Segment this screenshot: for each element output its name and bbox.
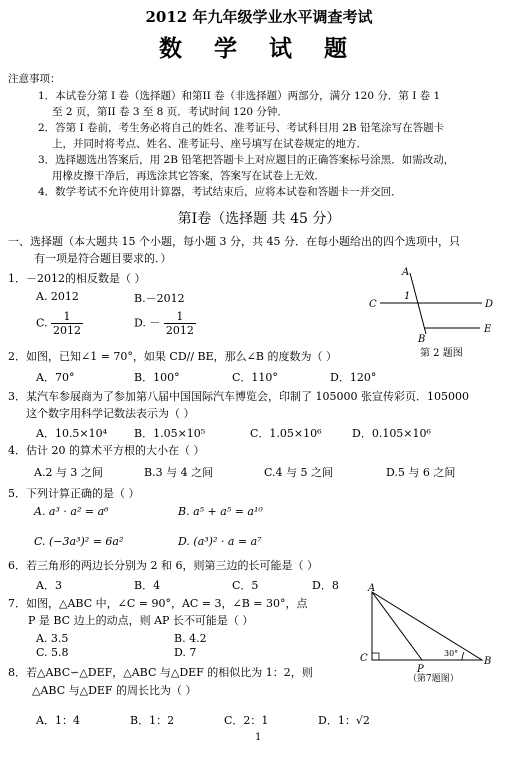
label-b: B [418,334,426,345]
q8-stem-cont: △ABC 与△DEF 的周长比为（ ） [32,684,197,697]
q1-option-c-label: C. [36,316,48,330]
q5-option-b: B. a⁵ + a⁵ = a¹⁰ [178,505,263,518]
q6-option-c: C．5 [232,579,259,592]
angle-b-arc [462,652,464,660]
subject-title: 数 学 试 题 [158,36,360,62]
q2-figure [360,262,510,362]
triangle-abc [372,592,482,660]
q5-option-c: C. (−3a³)² = 6a² [34,535,124,548]
q1-option-c [36,310,83,337]
section-instructions: 有一项是符合题目要求的．） [34,252,172,265]
q8-option-d: D．1：√2 [318,714,370,727]
q8-option-b: B．1：2 [130,714,175,727]
note-item: 2．答第 I 卷前，考生务必将自己的姓名、准考证号、考试科目用 2B 铅笔涂写在答题卡 [38,122,445,134]
q1-option-d-fraction [164,310,196,337]
label-b: B [484,656,492,667]
q6-stem: 6．若三角形的两边长分别为 2 和 6，则第三边的长可能是（ ） [8,559,318,572]
q7-stem-cont: P 是 BC 边上的动点，则 AP 长不可能是（ ） [28,614,254,627]
label-d: D [485,299,494,310]
q3-option-d: D．0.105×10⁶ [352,427,431,440]
q5-option-d: D. (a³)² · a = a⁷ [178,535,262,548]
note-item: 上，并同时将考点、姓名、准考证号、座号填写在试卷规定的地方． [52,138,367,150]
fraction-denominator: 2012 [165,324,194,337]
notes-heading: 注意事项： [8,73,61,85]
q3-option-b: B．1.05×10⁵ [134,427,206,440]
q7-figure [358,582,508,684]
label-1: 1 [404,291,411,302]
q5-stem: 5．下列计算正确的是（ ） [8,487,140,500]
q2-stem: 2．如图，已知∠1 = 70°，如果 CD// BE，那么∠B 的度数为（ ） [8,350,337,363]
q1-option-a: A. 2012 [36,290,79,303]
q7-figure-caption: （第7题图） [408,674,459,684]
q8-option-c: C．2：1 [224,714,269,727]
exam-title: 2012 年九年级学业水平调查考试 [145,8,373,26]
q4-option-c: C.4 与 5 之间 [264,466,334,479]
note-item: 至 2 页，第II 卷 3 至 8 页．考试时间 120 分钟． [52,106,288,118]
label-p: P [417,664,424,675]
right-angle-mark [372,653,379,660]
q7-option-a: A. 3.5 [36,632,69,645]
q3-stem: 3．某汽车参展商为了参加第八届中国国际汽车博览会，印制了 105000 张宣传彩页．105000 [8,390,469,403]
q1-stem: 1．－2012的相反数是（ ） [8,272,146,285]
note-item: 3．选择题选出答案后，用 2B 铅笔把答题卡上对应题目的正确答案标号涂黑．如需改动， [38,154,455,166]
q3-stem-cont: 这个数字用科学记数法表示为（ ） [26,407,195,420]
q7-option-b: B. 4.2 [174,632,207,645]
page-number: 1 [255,732,262,743]
q2-option-d: D．120° [330,371,377,384]
label-30-deg: 30° [444,649,459,658]
note-item: 用橡皮擦干净后，再选涂其它答案，答案写在试卷上无效． [52,170,325,182]
q1-option-b: B.－2012 [134,292,185,305]
fraction-numerator: 1 [51,310,83,324]
q4-option-b: B.3 与 4 之间 [144,466,214,479]
label-c: C [369,299,377,310]
q8-stem: 8．若△ABC∽△DEF，△ABC 与△DEF 的相似比为 1：2，则 [8,666,313,679]
q4-stem: 4．估计 20 的算术平方根的大小在（ ） [8,444,205,457]
fraction-numerator: 1 [164,310,196,324]
q5-option-a: A. a³ · a² = a⁶ [34,505,109,518]
q6-option-a: A．3 [36,579,62,592]
q2-option-a: A．70° [36,371,75,384]
q3-option-a: A．10.5×10⁴ [36,427,108,440]
q8-option-a: A．1：4 [36,714,80,727]
q4-option-a: A.2 与 3 之间 [34,466,103,479]
segment-ap [372,592,422,660]
q6-option-b: B．4 [134,579,161,592]
q1-option-d [134,310,196,337]
q2-figure-caption: 第 2 题图 [420,348,463,359]
q7-stem: 7．如图，△ABC 中，∠C = 90°，AC = 3，∠B = 30°，点 [8,597,308,610]
note-item: 1．本试卷分第 I 卷（选择题）和第II 卷（非选择题）两部分，满分 120 分．第 I 卷 1 [38,90,441,102]
fraction-denominator: 2012 [53,324,82,337]
label-e: E [484,324,492,335]
section-instructions: 一、选择题（本大题共 15 个小题，每小题 3 分，共 45 分．在每小题给出的四个选项中，只 [8,235,460,248]
note-item: 4．数学考试不允许使用计算器，考试结束后，应将本试卷和答题卡一并交回． [38,186,402,198]
section-title: 第Ⅰ卷（选择题 共 45 分） [177,211,341,227]
label-c: C [360,653,368,664]
q1-option-c-fraction [51,310,83,337]
label-a: A [402,267,410,278]
q1-option-d-label: D. － [134,316,161,330]
q2-option-b: B．100° [134,371,180,384]
q6-option-d: D．8 [312,579,339,592]
q2-option-c: C．110° [232,371,278,384]
q3-option-c: C．1.05×10⁶ [250,427,322,440]
label-a: A [368,583,376,594]
q7-option-d: D. 7 [174,646,197,659]
q7-option-c: C. 5.8 [36,646,69,659]
q4-option-d: D.5 与 6 之间 [386,466,456,479]
